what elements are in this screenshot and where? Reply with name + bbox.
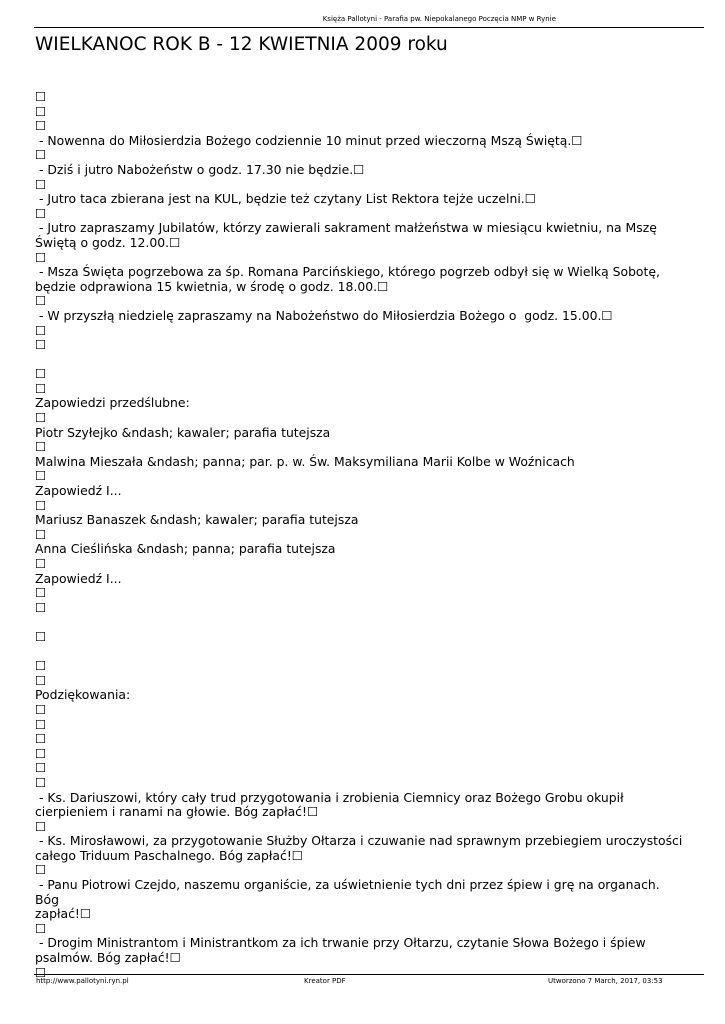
body-line: ☐ xyxy=(35,964,47,980)
body-line: ☐ xyxy=(35,497,47,513)
footer-divider xyxy=(34,974,704,975)
body-line: ☐ xyxy=(35,658,47,674)
body-line: cierpieniem i ranami na głowie. Bóg zapłać!☐ xyxy=(35,804,319,820)
page-header: Księża Pallotyni - Parafia pw. Niepokalanego Poczęcia NMP w Rynie xyxy=(322,15,556,23)
body-line: Zapowiedzi przedślubne: xyxy=(35,395,190,411)
body-line: ☐ xyxy=(35,380,47,396)
body-line: Mariusz Banaszek &ndash; kawaler; parafia tutejsza xyxy=(35,512,359,528)
body-line: ☐ xyxy=(35,731,47,747)
body-line: - W przyszłą niedzielę zapraszamy na Nabożeństwo do Miłosierdzia Bożego o godz. 15.00.☐ xyxy=(35,307,613,323)
body-line xyxy=(35,615,685,630)
body-line: ☐ xyxy=(35,672,47,688)
body-line: ☐ xyxy=(35,103,47,119)
body-line: ☐ xyxy=(35,176,47,192)
header-divider xyxy=(34,27,704,28)
body-line: ☐ xyxy=(35,366,47,382)
body-line: ☐ xyxy=(35,205,47,221)
body-line: - Ks. Mirosławowi, za przygotowanie Służby Ołtarza i czuwanie nad sprawnym przebiegiem uroczystości xyxy=(35,833,683,849)
body-line: ☐ xyxy=(35,147,47,163)
body-line: ☐ xyxy=(35,118,47,134)
body-line: ☐ xyxy=(35,920,47,936)
body-line: ☐ xyxy=(35,337,47,353)
body-line: ☐ xyxy=(35,774,47,790)
body-line: ☐ xyxy=(35,293,47,309)
body-line: - Drogim Ministrantom i Ministrantkom za ich trwanie przy Ołtarzu, czytanie Słowa Bożego i śpiew xyxy=(35,935,646,951)
body-line: Świętą o godz. 12.00.☐ xyxy=(35,234,181,250)
body-line: całego Triduum Paschalnego. Bóg zapłać!☐ xyxy=(35,847,303,863)
body-line: - Dziś i jutro Nabożeństw o godz. 17.30 nie będzie.☐ xyxy=(35,161,365,177)
body-line: psalmów. Bóg zapłać!☐ xyxy=(35,950,181,966)
announcement-body xyxy=(35,90,685,980)
body-line: ☐ xyxy=(35,322,47,338)
body-line: ☐ xyxy=(35,439,47,455)
body-line: - Jutro taca zbierana jest na KUL, będzie też czytany List Rektora tejże uczelni.☐ xyxy=(35,191,536,207)
body-line xyxy=(35,645,685,660)
body-line: - Ks. Dariuszowi, który cały trud przygotowania i zrobienia Ciemnicy oraz Bożego Grobu okupił xyxy=(35,789,624,805)
body-line: ☐ xyxy=(35,760,47,776)
body-line: ☐ xyxy=(35,410,47,426)
body-line xyxy=(35,353,685,368)
body-line: ☐ xyxy=(35,599,47,615)
body-line: ☐ xyxy=(35,716,47,732)
body-line: ☐ xyxy=(35,89,47,104)
body-line: ☐ xyxy=(35,701,47,717)
body-line: Zapowiedź I... xyxy=(35,483,122,499)
body-line: Piotr Szyłejko &ndash; kawaler; parafia tutejsza xyxy=(35,424,331,440)
body-line: Anna Cieślińska &ndash; panna; parafia tutejsza xyxy=(35,541,336,557)
body-line: ☐ xyxy=(35,585,47,601)
body-line: - Jutro zapraszamy Jubilatów, którzy zawierali sakrament małżeństwa w miesiącu kwietniu, na Mszę xyxy=(35,220,657,236)
footer-generator: Kreator PDF xyxy=(304,977,346,985)
body-line: ☐ xyxy=(35,628,47,644)
body-line: ☐ xyxy=(35,526,47,542)
body-line: - Nowenna do Miłosierdzia Bożego codziennie 10 minut przed wieczorną Mszą Świętą.☐ xyxy=(35,132,583,148)
body-line: będzie odprawiona 15 kwietnia, w środę o godz. 18.00.☐ xyxy=(35,278,389,294)
body-line: ☐ xyxy=(35,468,47,484)
body-line: Zapowiedź I... xyxy=(35,570,122,586)
body-line: ☐ xyxy=(35,249,47,265)
body-line: Malwina Mieszała &ndash; panna; par. p. w. Św. Maksymiliana Marii Kolbe w Woźnicach xyxy=(35,453,575,469)
footer-url[interactable]: http://www.pallotyni.ryn.pl xyxy=(36,977,129,985)
body-line: ☐ xyxy=(35,818,47,834)
body-line: - Panu Piotrowi Czejdo, naszemu organiście, za uświetnienie tych dni przez śpiew i grę na organach. Bóg xyxy=(35,877,664,907)
footer-created-date: Utworzono 7 March, 2017, 03:53 xyxy=(548,977,663,985)
body-line: ☐ xyxy=(35,556,47,571)
body-line: - Msza Święta pogrzebowa za śp. Romana Parcińskiego, którego pogrzeb odbył się w Wielką Sobotę, xyxy=(35,264,660,280)
body-line: Podziękowania: xyxy=(35,687,131,703)
body-line: ☐ xyxy=(35,745,47,761)
body-line: zapłać!☐ xyxy=(35,906,91,922)
page-title: WIELKANOC ROK B - 12 KWIETNIA 2009 roku xyxy=(35,34,448,55)
body-line: ☐ xyxy=(35,862,47,878)
